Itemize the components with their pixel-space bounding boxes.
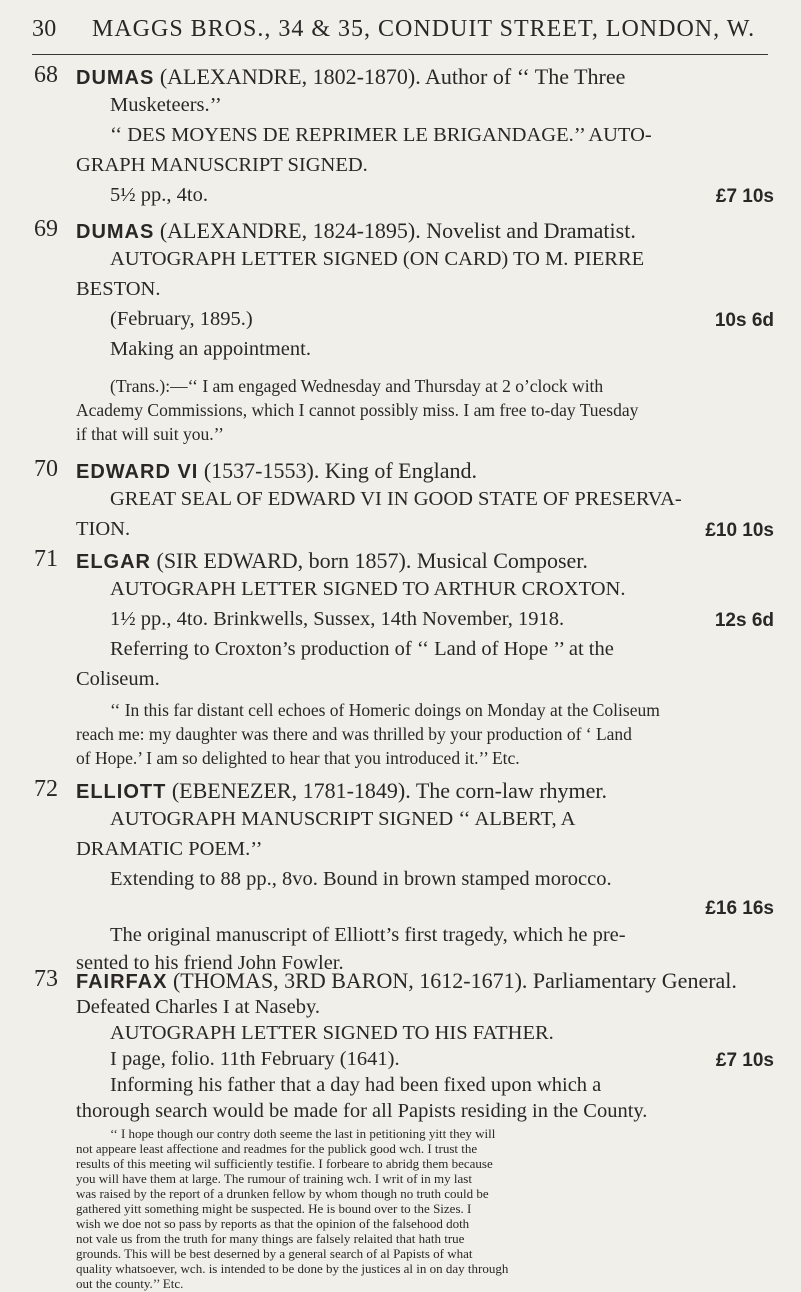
entry-line: thorough search would be made for all Papists residing in the County. — [76, 1100, 648, 1122]
entry-line: 1½ pp., 4to. Brinkwells, Sussex, 14th November, 1918. — [110, 608, 565, 630]
entry-name: EDWARD VI — [76, 461, 199, 483]
entry-heading — [76, 778, 774, 804]
entry-line: Making an appointment. — [110, 338, 311, 360]
entry-quote-line: ‘‘ In this far distant cell echoes of Homeric doings on Monday at the Coliseum — [110, 700, 660, 720]
entry-quote-line: wish we doe not so pass by reports as that the opinion of the falsehood doth — [76, 1216, 470, 1231]
entry-name: ELLIOTT — [76, 781, 167, 803]
entry-quote-line: grounds. This will be best deserned by a general search of al Papists of what — [76, 1246, 473, 1261]
entry-line: Extending to 88 pp., 8vo. Bound in brown stamped morocco. — [110, 868, 612, 890]
entry-line: AUTOGRAPH LETTER SIGNED (ON CARD) TO M. PIERRE — [110, 248, 645, 270]
entry-heading — [76, 218, 774, 244]
catalogue-entry-73 — [34, 966, 774, 1291]
entry-price: £10 10s — [705, 520, 774, 541]
entry-line: Defeated Charles I at Naseby. — [76, 996, 320, 1018]
entry-number: 68 — [34, 62, 58, 88]
entry-quote-line: gathered yitt something might be suspected. He is bound over to the Sizes. I — [76, 1201, 472, 1216]
entry-line: AUTOGRAPH LETTER SIGNED TO ARTHUR CROXTON. — [110, 578, 626, 600]
entry-line: TION. — [76, 518, 131, 540]
page-number: 30 — [32, 16, 57, 42]
entry-quote-line: reach me: my daughter was there and was thrilled by your production of ‘ Land — [76, 724, 632, 744]
entry-quote-line: not appeare least affectione and readmes for the publick good wch. I trust the — [76, 1141, 478, 1156]
entry-quote-line: not vale us from the truth for many things are falsely relaited that hath true — [76, 1231, 465, 1246]
entry-heading — [76, 548, 774, 574]
entry-line: GREAT SEAL OF EDWARD VI IN GOOD STATE OF PRESERVA- — [110, 488, 682, 510]
header-rule — [32, 54, 768, 55]
entry-line: 5½ pp., 4to. — [110, 184, 208, 206]
entry-quote-line: Academy Commissions, which I cannot possibly miss. I am free to-day Tuesday — [76, 400, 639, 420]
entry-line: I page, folio. 11th February (1641). — [110, 1048, 400, 1070]
entry-heading-text: (1537-1553). King of England. — [203, 458, 477, 483]
running-title: MAGGS BROS., 34 & 35, CONDUIT STREET, LONDON, W. — [92, 16, 756, 42]
entry-name: ELGAR — [76, 551, 151, 573]
catalogue-entry-71 — [34, 546, 774, 776]
entry-name: DUMAS — [76, 67, 155, 89]
entry-line: AUTOGRAPH MANUSCRIPT SIGNED ‘‘ ALBERT, A — [110, 808, 576, 830]
entry-number: 73 — [34, 966, 58, 992]
entry-quote-line: ‘‘ I hope though our contry doth seeme the last in petitioning yitt they will — [110, 1126, 496, 1141]
entry-line: ‘‘ DES MOYENS DE REPRIMER LE BRIGANDAGE.’’ AUTO- — [110, 124, 652, 146]
catalogue-entry-69 — [34, 216, 774, 462]
page-header — [32, 16, 772, 50]
entry-price: 10s 6d — [714, 310, 774, 331]
entry-quote-line: of Hope.’ I am so delighted to hear that you introduced it.’’ Etc. — [76, 748, 520, 768]
entry-price: £16 16s — [705, 898, 774, 919]
entry-heading — [76, 458, 774, 484]
entry-line: Informing his father that a day had been fixed upon which a — [110, 1074, 602, 1096]
entry-line: Musketeers.’’ — [110, 94, 222, 116]
entry-line: Referring to Croxton’s production of ‘‘ Land of Hope ’’ at the — [110, 638, 614, 660]
entry-heading-text: (THOMAS, 3RD BARON, 1612-1671). Parliamentary General. — [172, 968, 737, 993]
entry-quote-line: if that will suit you.’’ — [76, 424, 224, 444]
catalogue-entry-72 — [34, 776, 774, 974]
entry-number: 70 — [34, 456, 58, 482]
entry-line: AUTOGRAPH LETTER SIGNED TO HIS FATHER. — [110, 1022, 554, 1044]
entry-quote-line: out the county.’’ Etc. — [76, 1276, 184, 1291]
entry-heading — [76, 968, 774, 994]
entry-line: sented to his friend John Fowler. — [76, 952, 344, 974]
entry-line: Coliseum. — [76, 668, 160, 690]
entry-price: £7 10s — [715, 1050, 774, 1071]
entry-quote-line: results of this meeting wil sufficiently testifie. I forbeare to abridg them because — [76, 1156, 493, 1171]
entry-heading-text: (EBENEZER, 1781-1849). The corn-law rhymer. — [171, 778, 608, 803]
entry-line: (February, 1895.) — [110, 308, 253, 330]
entry-price: 12s 6d — [714, 610, 774, 631]
entry-heading-text: (SIR EDWARD, born 1857). Musical Composer. — [156, 548, 588, 573]
catalogue-entry-68 — [34, 62, 774, 207]
entry-price: £7 10s — [715, 186, 774, 207]
entry-heading-text: (ALEXANDRE, 1802-1870). Author of ‘‘ The Three — [159, 64, 626, 89]
entry-line: DRAMATIC POEM.’’ — [76, 838, 263, 860]
entry-quote-line: quality whatsoever, wch. is intended to be done by the justices al in on day through — [76, 1261, 509, 1276]
entry-name: FAIRFAX — [76, 971, 168, 993]
entry-number: 71 — [34, 546, 58, 572]
entry-heading-text: (ALEXANDRE, 1824-1895). Novelist and Dramatist. — [159, 218, 636, 243]
entry-quote-line: was raised by the report of a drunken fellow by whom though no truth could be — [76, 1186, 489, 1201]
entry-name: DUMAS — [76, 221, 155, 243]
entry-line: GRAPH MANUSCRIPT SIGNED. — [76, 154, 368, 176]
entry-quote-line: you will have them at large. The rumour of training wch. I writ of in my last — [76, 1171, 472, 1186]
catalogue-entry-70 — [34, 456, 774, 548]
entry-line: BESTON. — [76, 278, 161, 300]
entry-heading — [76, 64, 774, 90]
entry-line: The original manuscript of Elliott’s first tragedy, which he pre- — [110, 924, 626, 946]
entry-number: 69 — [34, 216, 58, 242]
entry-quote-line: (Trans.):—‘‘ I am engaged Wednesday and Thursday at 2 o’clock with — [110, 376, 604, 396]
entry-number: 72 — [34, 776, 58, 802]
